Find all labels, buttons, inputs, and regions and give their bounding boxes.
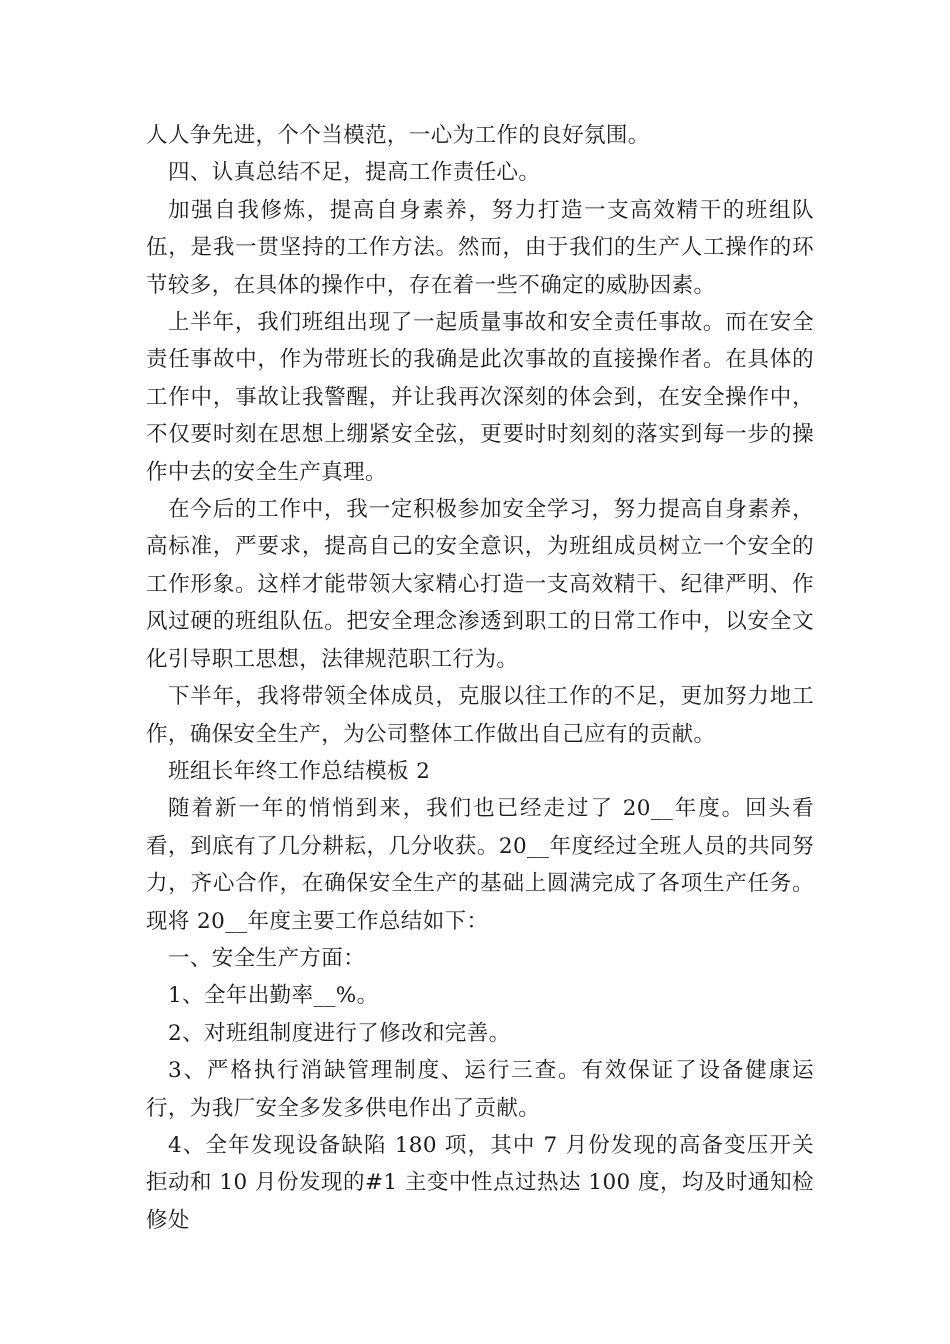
paragraph-6: 下半年，我将带领全体成员，克服以往工作的不足，更加努力地工作，确保安全生产，为公司整体工作做出自己应有的贡献。: [146, 684, 814, 747]
paragraph-1: 人人争先进，个个当模范，一心为工作的良好氛围。: [146, 123, 650, 148]
paragraph-2: 四、认真总结不足，提高工作责任心。: [168, 160, 541, 186]
paragraph-3: 加强自我修炼，提高自身素养，努力打造一支高效精干的班组队伍，是我一贯坚持的工作方法。然而，由于我们的生产人工操作的环节较多，在具体的操作中，存在着一些不确定的威胁因素。: [146, 197, 814, 298]
list-item-4: 4、全年发现设备缺陷 180 项，其中 7 月份发现的高备变压开关拒动和 10 月份发现的#1 主变中性点过热达 100 度，均及时通知检修处: [146, 1132, 814, 1233]
list-item-2: 2、对班组制度进行了修改和完善。: [168, 1020, 511, 1046]
paragraph-8: 随着新一年的悄悄到来，我们也已经走过了 20__年度。回头看看，到底有了几分耕耘，几分收获。20__年度经过全班人员的共同努力，齐心合作，在确保安全生产的基础上圆满完成了各项生产任务。现将 20__年度主要工作总结如下：: [146, 796, 814, 934]
subheading-safety: 一、安全生产方面：: [168, 945, 366, 971]
document-body: [146, 117, 814, 1239]
list-item-1: 1、全年出勤率__%。: [168, 983, 379, 1009]
paragraph-4: 上半年，我们班组出现了一起质量事故和安全责任事故。而在安全责任事故中，作为带班长的我确是此次事故的直接操作者。在具体的工作中，事故让我警醒，并让我再次深刻的体会到，在安全操作中，不仅要时刻在思想上绷紧安全弦，更要时时刻刻的落实到每一步的操作中去的安全生产真理。: [146, 310, 814, 485]
list-item-3: 3、严格执行消缺管理制度、运行三查。有效保证了设备健康运行，为我厂安全多发多供电作出了贡献。: [146, 1058, 814, 1121]
paragraph-5: 在今后的工作中，我一定积极参加安全学习，努力提高自身素养，高标准，严要求，提高自己的安全意识，为班组成员树立一个安全的工作形象。这样才能带领大家精心打造一支高效精干、纪律严明、作风过硬的班组队伍。把安全理念渗透到职工的日常工作中，以安全文化引导职工思想，法律规范职工行为。: [146, 497, 814, 672]
section-heading: 班组长年终工作总结模板 2: [168, 758, 431, 784]
